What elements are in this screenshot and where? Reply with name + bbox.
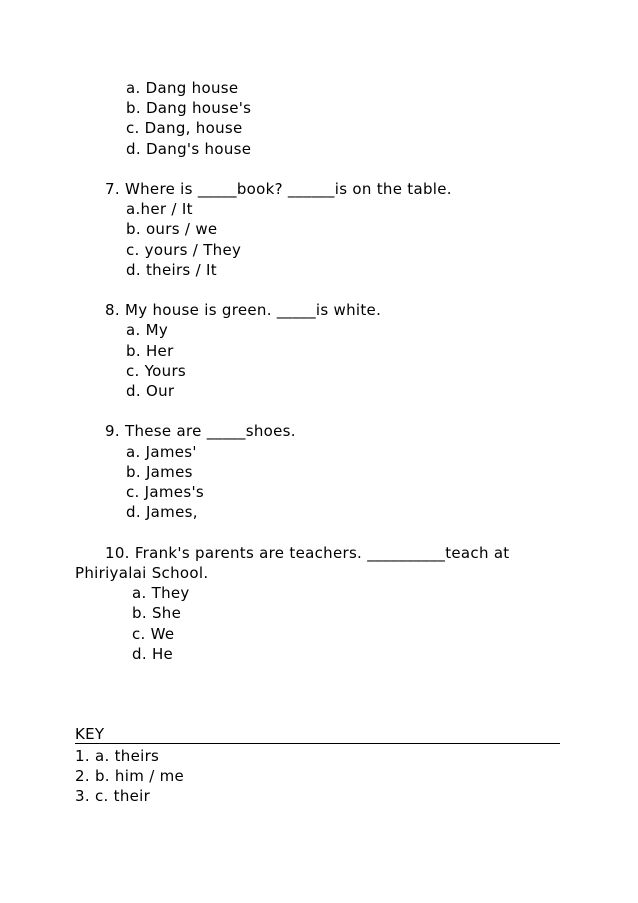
q9-option-a: a. James' [126,443,197,461]
key-title: KEY [75,725,105,743]
q9-option-d: d. James, [126,503,198,521]
key-divider [75,743,560,744]
q9-option-b: b. James [126,463,193,481]
q7-option-d: d. theirs / It [126,261,217,279]
q6-option-d: d. Dang's house [126,140,252,158]
q7-option-c: c. yours / They [126,241,242,259]
q8-option-c: c. Yours [126,362,187,380]
q9-stem: 9. These are _____shoes. [105,422,296,440]
q6-option-a: a. Dang house [126,79,239,97]
q7-option-b: b. ours / we [126,220,218,238]
q6-option-b: b. Dang house's [126,99,252,117]
q6-option-c: c. Dang, house [126,119,243,137]
q7-stem: 7. Where is _____book? ______is on the table. [105,180,452,198]
q9-option-c: c. James's [126,483,204,501]
key-item-3: 3. c. their [75,787,151,805]
q8-option-b: b. Her [126,342,174,360]
q8-option-a: a. My [126,321,169,339]
key-item-2: 2. b. him / me [75,767,185,785]
q10-option-c: c. We [132,625,175,643]
q10-option-a: a. They [132,584,190,602]
q10-option-b: b. She [132,604,182,622]
q10-stem-line1: 10. Frank's parents are teachers. __________teach at [105,544,510,562]
q10-option-d: d. He [132,645,174,663]
q7-option-a: a.her / It [126,200,193,218]
q10-stem-line2: Phiriyalai School. [75,564,209,582]
q8-option-d: d. Our [126,382,175,400]
key-item-1: 1. a. theirs [75,747,160,765]
q8-stem: 8. My house is green. _____is white. [105,301,382,319]
